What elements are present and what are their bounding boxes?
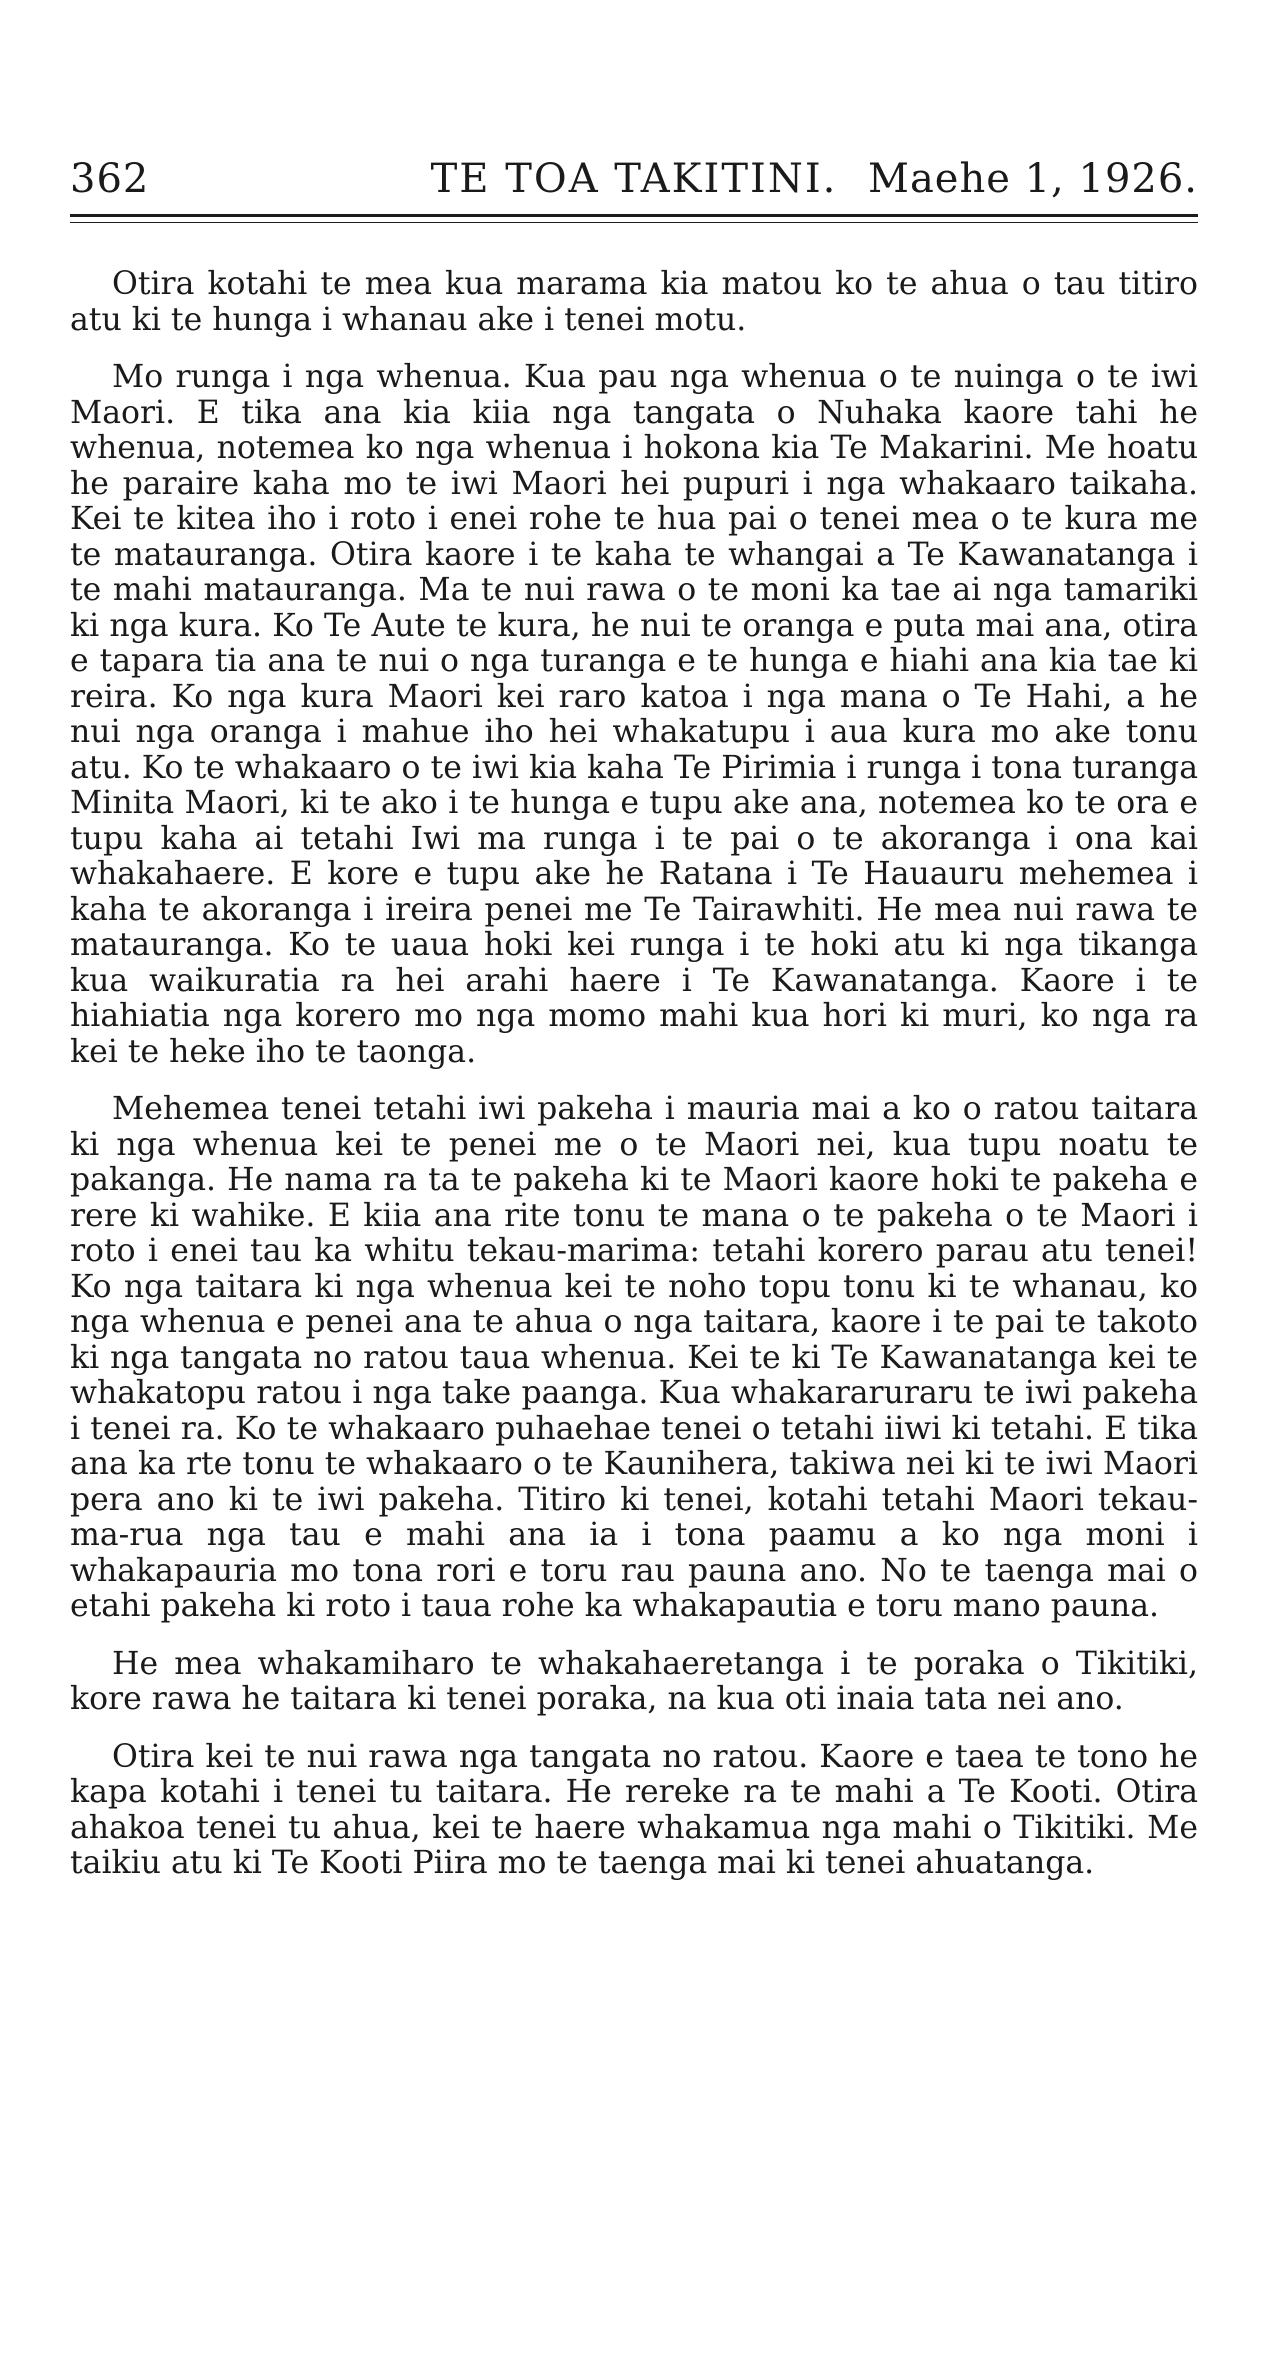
- paragraph: Mehemea tenei tetahi iwi pakeha i mauria mai a ko o ratou taitara ki nga whenua kei te penei me o te Maori nei, kua tupu noatu te pakanga. He nama ra ta te pakeha ki te Maori kaore hoki te pakeha e rere ki wahike. E kiia ana rite tonu te mana o te pakeha o te Maori i roto i enei tau ka whitu tekau-marima: tetahi korero parau atu tenei! Ko nga taitara ki nga whenua kei te noho topu tonu ki te whanau, ko nga whenua e penei ana te ahua o nga taitara, kaore i te pai te takoto ki nga tangata no ratou taua whenua. Kei te ki Te Kawanatanga kei te whakatopu ratou i nga take paanga. Kua whakararuraru te iwi pakeha i tenei ra. Ko te whakaaro puhaehae tenei o tetahi iiwi ki tetahi. E tika ana ka rte tonu te whakaaro o te Kaunihera, takiwa nei ki te iwi Maori pera ano ki te iwi pakeha. Titiro ki tenei, kotahi tetahi Maori tekau-ma-rua nga tau e mahi ana ia i tona paamu a ko nga moni i whakapauria mo tona rori e toru rau pauna ano. No te taenga mai o etahi pakeha ki roto i taua rohe ka whakapautia e toru mano pauna.: [70, 1091, 1198, 1624]
- paragraph: He mea whakamiharo te whakahaeretanga i te poraka o Tikitiki, kore rawa he taitara ki tenei poraka, na kua oti inaia tata nei ano.: [70, 1645, 1198, 1717]
- paragraph: Otira kei te nui rawa nga tangata no ratou. Kaore e taea te tono he kapa kotahi i tenei tu taitara. He rereke ra te mahi a Te Kooti. Otira ahakoa tenei tu ahua, kei te haere whakamua nga mahi o Tikitiki. Me taikiu atu ki Te Kooti Piira mo te taenga mai ki tenei ahuatanga.: [70, 1738, 1198, 1881]
- paragraph: Mo runga i nga whenua. Kua pau nga whenua o te nuinga o te iwi Maori. E tika ana kia kiia nga tangata o Nuhaka kaore tahi he whenua, notemea ko nga whenua i hokona kia Te Makarini. Me hoatu he paraire kaha mo te iwi Maori hei pupuri i nga whakaaro taikaha. Kei te kitea iho i roto i enei rohe te hua pai o tenei mea o te kura me te matauranga. Otira kaore i te kaha te whangai a Te Kawanatanga i te mahi matauranga. Ma te nui rawa o te moni ka tae ai nga tamariki ki nga kura. Ko Te Aute te kura, he nui te oranga e puta mai ana, otira e tapara tia ana te nui o nga turanga e te hunga e hiahi ana kia tae ki reira. Ko nga kura Maori kei raro katoa i nga mana o Te Hahi, a he nui nga oranga i mahue iho hei whakatupu i aua kura mo ake tonu atu. Ko te whakaaro o te iwi kia kaha Te Pirimia i runga i tona turanga Minita Maori, ki te ako i te hunga e tupu ake ana, notemea ko te ora e tupu kaha ai tetahi Iwi ma runga i te pai o te akoranga i ona kai whakahaere. E kore e tupu ake he Ratana i Te Hauauru mehemea i kaha te akoranga i ireira penei me Te Tairawhiti. He mea nui rawa te matauranga. Ko te uaua hoki kei runga i te hoki atu ki nga tikanga kua waikuratia ra hei arahi haere i Te Kawanatanga. Kaore i te hiahiatia nga korero mo nga momo mahi kua hori ki muri, ko nga ra kei te heke iho te taonga.: [70, 359, 1198, 1070]
- header-rule-thick: [70, 214, 1198, 217]
- article-body: [70, 267, 1198, 1882]
- running-title: TE TOA TAKITINI.: [430, 156, 838, 202]
- paragraph: Otira kotahi te mea kua marama kia matou ko te ahua o tau titiro atu ki te hunga i whanau ake i tenei motu.: [70, 266, 1198, 338]
- issue-date: Maehe 1, 1926.: [867, 156, 1198, 202]
- header-rule-thin: [70, 222, 1198, 223]
- page-header: [70, 150, 1198, 210]
- document-page: [70, 150, 1198, 1904]
- page-number: 362: [70, 156, 150, 202]
